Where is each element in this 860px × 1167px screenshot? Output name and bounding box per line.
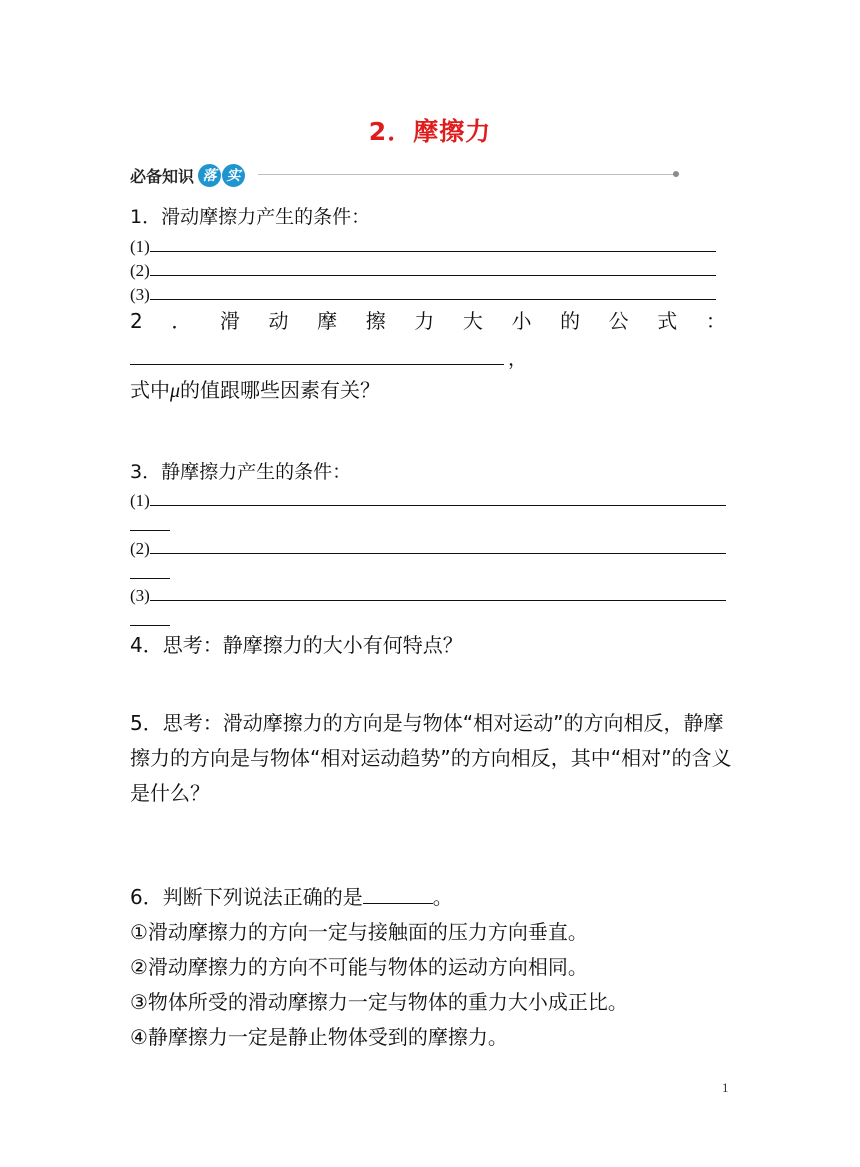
section-header — [130, 161, 246, 189]
q1-blank-2-label: (2) — [130, 261, 150, 280]
q6-prompt-text: 6．判断下列说法正确的是 — [130, 885, 363, 909]
q6-answer-blank[interactable] — [363, 885, 433, 904]
section-divider-dot — [673, 171, 679, 177]
q3-blank-3-label: (3) — [130, 586, 150, 605]
q2-char: ． — [171, 309, 192, 333]
q3-blank-1-continuation[interactable] — [130, 516, 170, 531]
q2-char: 力 — [414, 309, 435, 333]
question-2-line-2 — [130, 378, 380, 403]
question-3: 3．静摩擦力产生的条件： — [130, 461, 352, 483]
question-4: 4．思考：静摩擦力的大小有何特点？ — [130, 633, 463, 657]
section-badge — [198, 164, 246, 187]
q2-line2-suffix: 的值跟哪些因素有关？ — [180, 378, 381, 402]
q3-blank-3 — [130, 585, 726, 606]
q2-char: ： — [705, 309, 726, 333]
q2-comma: ， — [508, 348, 528, 370]
section-label: 必备知识 — [130, 166, 195, 186]
q3-blank-2 — [130, 538, 726, 559]
q1-blank-2 — [130, 260, 716, 281]
page-title: 2．摩擦力 — [368, 117, 492, 146]
q2-char: 2 — [130, 309, 143, 333]
q3-blank-1-label: (1) — [130, 491, 150, 510]
question-5 — [130, 706, 736, 811]
q2-line2-prefix: 式中 — [130, 378, 170, 402]
q2-char: 小 — [511, 309, 532, 333]
badge-char-2: 实 — [222, 164, 245, 187]
question-6 — [130, 880, 736, 1055]
q2-char: 动 — [268, 309, 289, 333]
q1-blank-3 — [130, 284, 716, 305]
mu-symbol: μ — [170, 380, 181, 402]
q3-blank-1-line[interactable] — [150, 490, 726, 506]
q3-blank-2-continuation[interactable] — [130, 564, 170, 579]
q1-blank-3-label: (3) — [130, 285, 150, 304]
q6-item-1: ①滑动摩擦力的方向一定与接触面的压力方向垂直。 — [130, 920, 588, 944]
q5-line-3: 是什么？ — [130, 781, 210, 805]
q3-blank-2-label: (2) — [130, 539, 150, 558]
q1-blank-1 — [130, 236, 716, 257]
q3-blank-2-line[interactable] — [150, 538, 726, 554]
q2-char: 擦 — [365, 309, 386, 333]
section-divider — [258, 174, 675, 175]
q2-char: 摩 — [317, 309, 338, 333]
q6-item-2: ②滑动摩擦力的方向不可能与物体的运动方向相同。 — [130, 955, 588, 979]
q2-formula-blank[interactable] — [130, 346, 504, 365]
q3-blank-1 — [130, 490, 726, 511]
page-number: 1 — [722, 1080, 729, 1095]
q2-char: 公 — [608, 309, 629, 333]
q3-blank-3-line[interactable] — [150, 585, 726, 601]
question-1: 1．滑动摩擦力产生的条件： — [130, 206, 371, 228]
q5-line-2: 擦力的方向是与物体“相对运动趋势”的方向相反，其中“相对”的含义 — [130, 746, 732, 770]
q6-prompt — [130, 880, 736, 915]
q2-char: 式 — [657, 309, 678, 333]
q5-line-1: 5．思考：滑动摩擦力的方向是与物体“相对运动”的方向相反，静摩 — [130, 711, 724, 735]
q3-blank-3-continuation[interactable] — [130, 611, 170, 626]
q2-char: 的 — [560, 309, 581, 333]
q1-blank-1-label: (1) — [130, 237, 150, 256]
q6-item-4: ④静摩擦力一定是静止物体受到的摩擦力。 — [130, 1025, 508, 1049]
question-2-line-1 — [130, 309, 726, 333]
q2-char: 滑 — [219, 309, 240, 333]
q2-char: 大 — [462, 309, 483, 333]
badge-char-1: 落 — [198, 164, 221, 187]
q1-blank-1-line[interactable] — [150, 236, 716, 252]
q6-item-3: ③物体所受的滑动摩擦力一定与物体的重力大小成正比。 — [130, 990, 628, 1014]
q1-blank-2-line[interactable] — [150, 260, 716, 276]
q6-prompt-end: 。 — [432, 885, 453, 909]
q1-blank-3-line[interactable] — [150, 284, 716, 300]
